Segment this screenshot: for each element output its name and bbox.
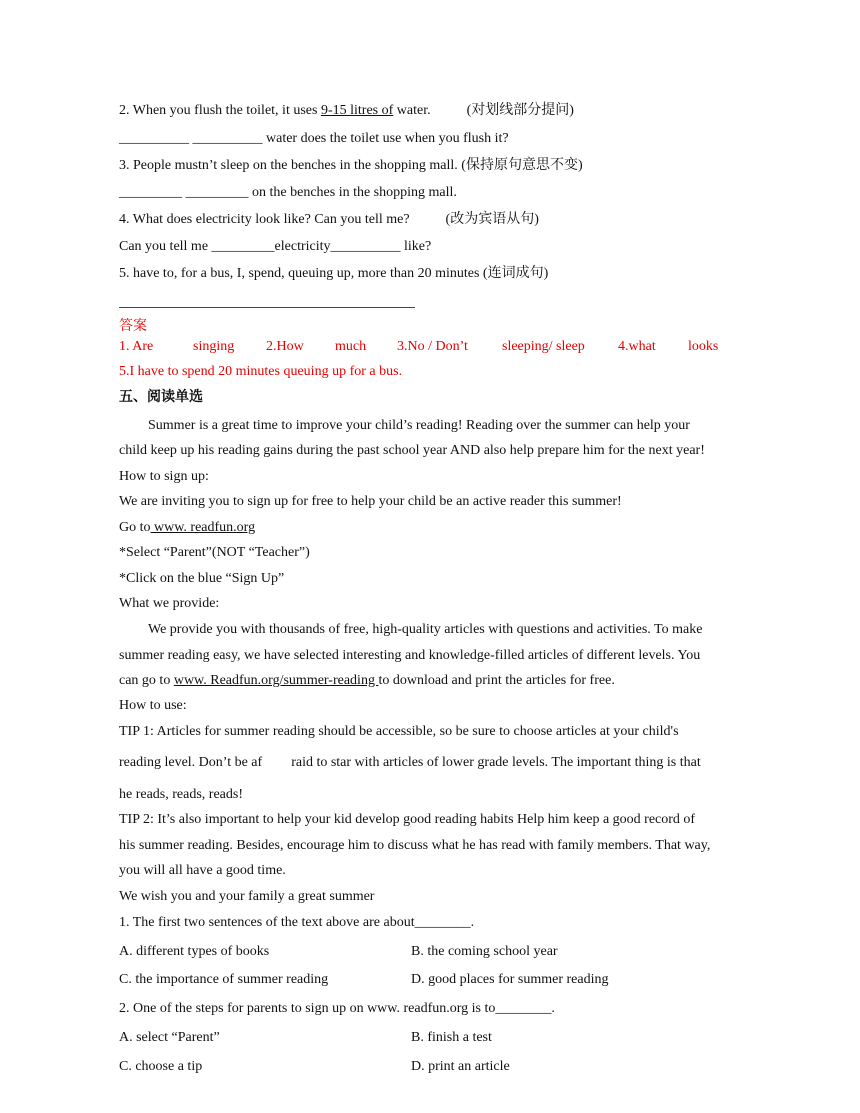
text: raid to star with articles of lower grade levels. The important thing is that <box>291 755 701 770</box>
paragraph-line: child keep up his reading gains during the past school year AND also help prepare him for the next year! <box>119 443 705 458</box>
question-3: 3. People mustn’t sleep on the benches in the shopping mall. (保持原句意思不变) <box>119 158 583 173</box>
answer-item: looks <box>688 339 719 354</box>
question-5: 5. have to, for a bus, I, spend, queuing up, more than 20 minutes (连词成句) <box>119 266 549 281</box>
option-a[interactable]: A. select “Parent” <box>119 1030 220 1045</box>
section-heading: 五、阅读单选 <box>119 390 203 405</box>
paragraph-line: We wish you and your family a great summer <box>119 889 375 904</box>
paragraph-line: TIP 2: It’s also important to help your kid develop good reading habits Help him keep a good record of <box>119 812 696 827</box>
paragraph-line <box>119 754 701 772</box>
answer-item: 1. Are <box>119 339 154 354</box>
question-3-fill: _________ _________ on the benches in the shopping mall. <box>119 185 457 200</box>
option-a[interactable]: A. different types of books <box>119 944 270 959</box>
question-1: 1. The first two sentences of the text above are about________. <box>119 915 475 930</box>
answer-label: 答案 <box>119 319 147 334</box>
summer-reading-link[interactable]: www. Readfun.org/summer-reading <box>173 673 379 688</box>
paragraph-line: TIP 1: Articles for summer reading should be accessible, so be sure to choose articles at your child's <box>119 724 679 739</box>
paragraph-line: summer reading easy, we have selected interesting and knowledge-filled articles of different levels. You <box>119 648 701 663</box>
question-4-fill: Can you tell me _________electricity__________ like? <box>119 239 432 254</box>
goto-line <box>119 519 255 537</box>
question-2-fill: __________ __________ water does the toilet use when you flush it? <box>119 131 509 146</box>
option-b[interactable]: B. finish a test <box>411 1030 492 1045</box>
text: to download and print the articles for free. <box>378 673 615 688</box>
text: Go to <box>119 520 151 535</box>
paragraph-line <box>119 672 615 690</box>
question-4 <box>119 211 539 229</box>
answer-line-2: 5.I have to spend 20 minutes queuing up for a bus. <box>119 364 403 379</box>
answer-line <box>119 307 415 308</box>
paragraph-line: Summer is a great time to improve your child’s reading! Reading over the summer can help your <box>148 418 690 433</box>
underlined-phrase: 9-15 litres of <box>320 103 394 118</box>
answer-item: sleeping/ sleep <box>502 339 585 354</box>
answer-item: 2.How <box>266 339 304 354</box>
instruction-note: (改为宾语从句) <box>445 212 539 227</box>
answer-item: 3.No / Don’t <box>397 339 468 354</box>
step-item: *Select “Parent”(NOT “Teacher”) <box>119 545 310 560</box>
option-b[interactable]: B. the coming school year <box>411 944 558 959</box>
option-c[interactable]: C. choose a tip <box>119 1059 203 1074</box>
paragraph-line: he reads, reads, reads! <box>119 787 243 802</box>
question-2-reading: 2. One of the steps for parents to sign up on www. readfun.org is to________. <box>119 1001 555 1016</box>
paragraph-line: you will all have a good time. <box>119 863 286 878</box>
website-link[interactable]: www. readfun.org <box>150 520 256 535</box>
text: reading level. Don’t be af <box>119 755 263 770</box>
text: can go to <box>119 673 174 688</box>
paragraph-line: We provide you with thousands of free, high-quality articles with questions and activities. To make <box>148 622 703 637</box>
question-text: 4. What does electricity look like? Can you tell me? <box>119 212 410 227</box>
question-2 <box>119 102 574 120</box>
paragraph-line: We are inviting you to sign up for free to help your child be an active reader this summer! <box>119 494 622 509</box>
option-d[interactable]: D. good places for summer reading <box>411 972 609 987</box>
subheading: How to sign up: <box>119 469 209 484</box>
step-item: *Click on the blue “Sign Up” <box>119 571 285 586</box>
question-text: water. <box>393 103 431 118</box>
paragraph-line: his summer reading. Besides, encourage him to discuss what he has read with family members. That way, <box>119 838 711 853</box>
option-d[interactable]: D. print an article <box>411 1059 510 1074</box>
answer-item: 4.what <box>618 339 656 354</box>
instruction-note: (对划线部分提问) <box>466 103 574 118</box>
answer-item: much <box>335 339 367 354</box>
option-c[interactable]: C. the importance of summer reading <box>119 972 329 987</box>
subheading: How to use: <box>119 698 187 713</box>
question-text: 2. When you flush the toilet, it uses <box>119 103 321 118</box>
answer-item: singing <box>193 339 235 354</box>
subheading: What we provide: <box>119 596 220 611</box>
